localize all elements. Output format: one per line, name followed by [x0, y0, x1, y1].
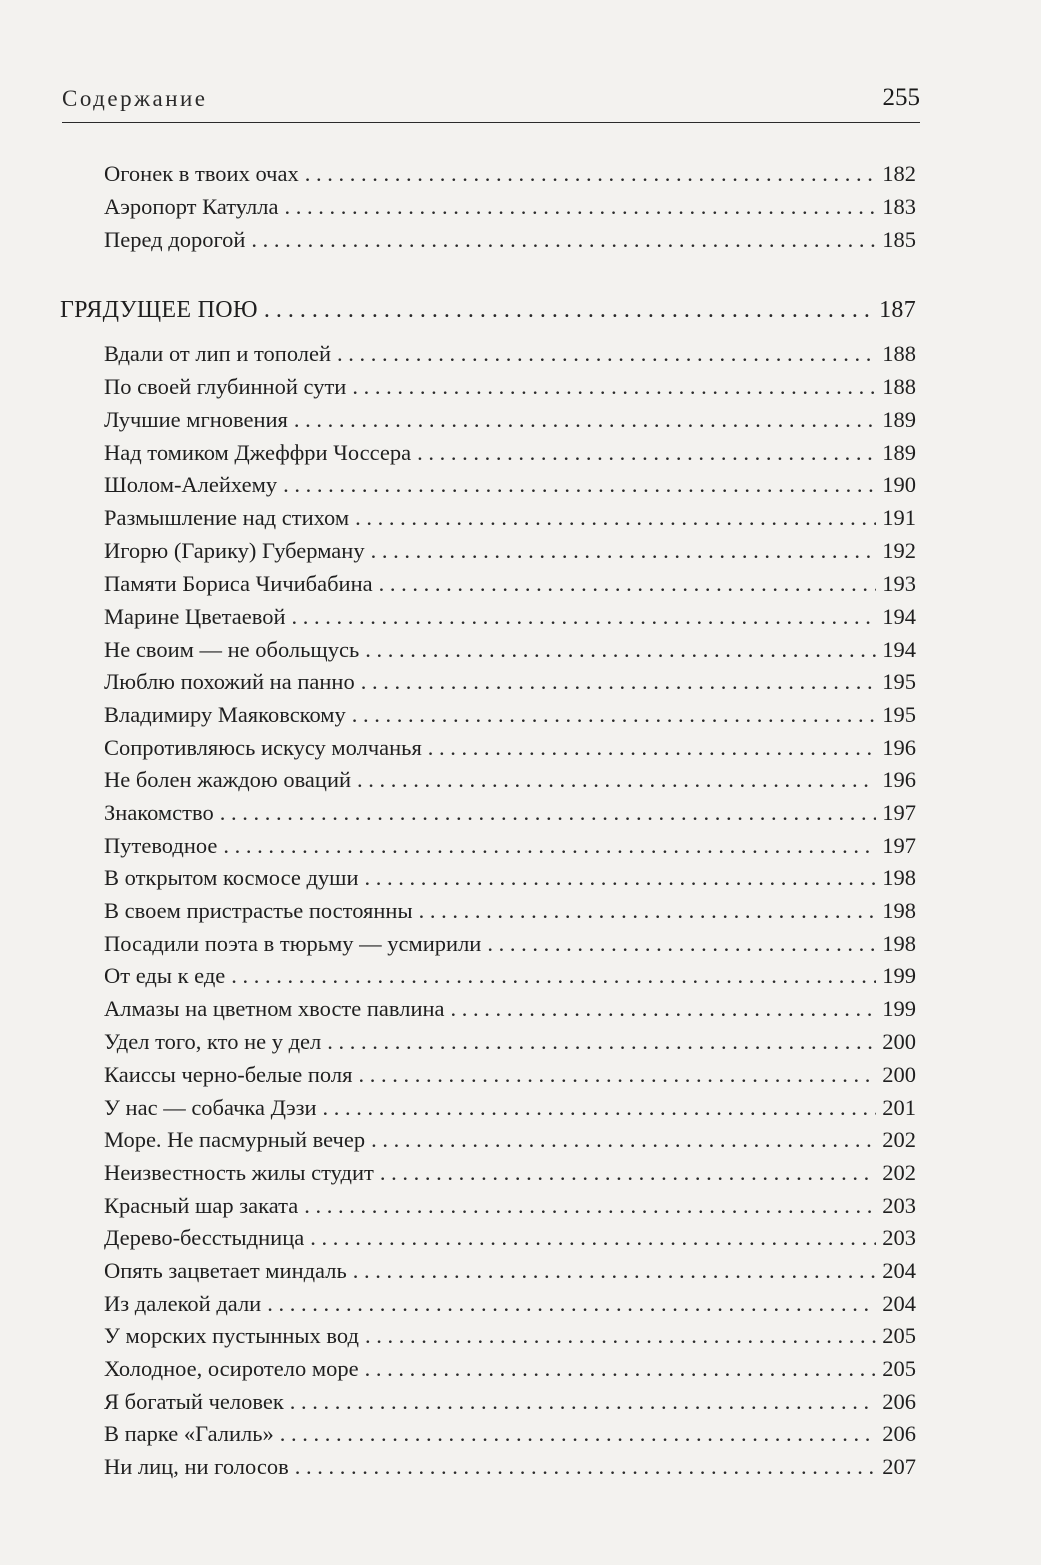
dot-leader [337, 338, 876, 370]
toc-entry [104, 1222, 916, 1254]
toc-entry [104, 960, 916, 992]
toc-entry-title: Владимиру Маяковскому [104, 702, 346, 727]
toc-entry-title: В открытом космосе души [104, 865, 359, 890]
toc-entry-title: Неизвестность жилы студит [104, 1160, 374, 1185]
dot-leader [283, 469, 876, 501]
toc-entry-page: 188 [882, 341, 916, 366]
dot-leader [352, 699, 876, 731]
dot-leader [355, 502, 876, 534]
dot-leader [251, 224, 876, 256]
toc-entry-page: 198 [882, 865, 916, 890]
dot-leader [361, 666, 877, 698]
toc-entry [104, 1026, 916, 1058]
toc-entry-title: Не болен жаждою оваций [104, 767, 352, 792]
toc-entry-page: 194 [882, 637, 916, 662]
toc-entry [104, 224, 916, 256]
toc-entry [104, 797, 916, 829]
toc-entry-title: Марине Цветаевой [104, 604, 286, 629]
toc-entry [104, 928, 916, 960]
toc-entry-title: ГРЯДУЩЕЕ ПОЮ [60, 297, 258, 323]
toc-entry-title: Красный шар заката [104, 1193, 299, 1218]
toc-entry-page: 191 [882, 505, 916, 530]
toc-entry [104, 191, 916, 223]
toc-entry-title: Ни лиц, ни голосов [104, 1454, 289, 1479]
toc-entry [104, 1059, 916, 1091]
dot-leader [231, 960, 876, 992]
toc-entry [104, 1288, 916, 1320]
toc-entry-page: 200 [882, 1029, 916, 1054]
dot-leader [365, 1320, 876, 1352]
dot-leader [327, 1026, 876, 1058]
toc-entry-page: 199 [882, 963, 916, 988]
dot-leader [371, 1124, 876, 1156]
dot-leader [451, 993, 877, 1025]
toc-entry-page: 197 [882, 800, 916, 825]
dot-leader [284, 191, 876, 223]
toc-entry [104, 1124, 916, 1156]
page-number: 255 [882, 84, 920, 111]
dot-leader [417, 437, 876, 469]
dot-leader [357, 764, 876, 796]
dot-leader [294, 404, 876, 436]
toc-entry-page: 201 [882, 1095, 916, 1120]
toc-entry-page: 190 [882, 472, 916, 497]
toc-entry-title: Люблю похожий на панно [104, 669, 355, 694]
toc-entry-page: 182 [882, 161, 916, 186]
dot-leader [428, 732, 876, 764]
toc-entry [104, 158, 916, 190]
dot-leader [353, 1255, 877, 1287]
toc-entry-page: 202 [882, 1127, 916, 1152]
toc-entry [104, 1353, 916, 1385]
dot-leader [295, 1451, 877, 1483]
toc-entry-page: 203 [882, 1193, 916, 1218]
dot-leader [267, 1288, 876, 1320]
toc-entry-page: 193 [882, 571, 916, 596]
toc-entry-page: 205 [882, 1356, 916, 1381]
toc-entry-title: Дерево-бесстыдница [104, 1225, 305, 1250]
dot-leader [290, 1386, 876, 1418]
toc-entry-title: У нас — собачка Дэзи [104, 1095, 317, 1120]
toc-section-heading [60, 294, 916, 326]
toc-entry [104, 338, 916, 370]
dot-leader [380, 1157, 876, 1189]
toc-entry-title: Аэропорт Катулла [104, 194, 279, 219]
toc-entry-page: 206 [882, 1389, 916, 1414]
toc-entry-page: 203 [882, 1225, 916, 1250]
toc-entry-page: 185 [882, 227, 916, 252]
toc-entry-page: 204 [882, 1291, 916, 1316]
toc-entry-page: 189 [882, 407, 916, 432]
toc-entry-page: 198 [882, 931, 916, 956]
toc-entry [104, 568, 916, 600]
toc-entry [104, 895, 916, 927]
dot-leader [365, 862, 877, 894]
toc-entry-title: Сопротивляюсь искусу молчанья [104, 735, 422, 760]
toc-entry-page: 197 [882, 833, 916, 858]
toc-entry [104, 1320, 916, 1352]
toc-entry-page: 205 [882, 1323, 916, 1348]
toc-entry-title: Лучшие мгновения [104, 407, 288, 432]
toc-entry [104, 601, 916, 633]
toc-entry-title: Памяти Бориса Чичибабина [104, 571, 373, 596]
dot-leader [358, 1059, 876, 1091]
running-header-title: Содержание [62, 86, 208, 111]
toc-entry [104, 469, 916, 501]
toc-entry-title: Размышление над стихом [104, 505, 350, 530]
dot-leader [305, 158, 877, 190]
toc-entry [104, 1190, 916, 1222]
toc-entry [104, 862, 916, 894]
dot-leader [220, 797, 877, 829]
toc-entry-title: Посадили поэта в тюрьму — усмирили [104, 931, 482, 956]
toc-entry-title: Удел того, кто не у дел [104, 1029, 322, 1054]
toc-entry-page: 187 [879, 297, 916, 323]
page-header [62, 82, 920, 123]
toc-entry [104, 1092, 916, 1124]
toc-entry-page: 206 [882, 1421, 916, 1446]
toc-entry-title: Вдали от лип и тополей [104, 341, 332, 366]
toc-entry-title: Шолом-Алейхему [104, 472, 278, 497]
toc-entry [104, 437, 916, 469]
toc-entry-page: 196 [882, 767, 916, 792]
toc-entry [104, 666, 916, 698]
dot-leader [379, 568, 877, 600]
toc-entry-page: 183 [882, 194, 916, 219]
toc-entry-page: 192 [882, 538, 916, 563]
toc-entry-title: Каиссы черно-белые поля [104, 1062, 353, 1087]
toc-entry-page: 202 [882, 1160, 916, 1185]
toc-entry-page: 188 [882, 374, 916, 399]
toc-entry-title: Я богатый человек [104, 1389, 284, 1414]
toc-entry-page: 200 [882, 1062, 916, 1087]
toc-entry-title: Из далекой дали [104, 1291, 262, 1316]
toc-entry [104, 371, 916, 403]
toc-entry-title: В парке «Галиль» [104, 1421, 274, 1446]
toc-entry-title: Алмазы на цветном хвосте павлина [104, 996, 445, 1021]
toc-entry [104, 732, 916, 764]
toc-entry-title: Знакомство [104, 800, 214, 825]
toc-entry-title: Огонек в твоих очах [104, 161, 299, 186]
toc-entry [104, 1255, 916, 1287]
toc-entry-page: 207 [882, 1454, 916, 1479]
toc-entry-title: Не своим — не обольщусь [104, 637, 360, 662]
toc-entry-title: Море. Не пасмурный вечер [104, 1127, 366, 1152]
toc-entry-title: Холодное, осиротело море [104, 1356, 359, 1381]
dot-leader [264, 294, 873, 326]
toc-entry-page: 195 [882, 702, 916, 727]
toc-entry [104, 634, 916, 666]
toc-entry-page: 196 [882, 735, 916, 760]
toc-entry-page: 199 [882, 996, 916, 1021]
toc-entry [104, 1157, 916, 1189]
dot-leader [487, 928, 876, 960]
dot-leader [304, 1190, 876, 1222]
toc-entry [104, 830, 916, 862]
toc-entry [104, 535, 916, 567]
dot-leader [365, 1353, 877, 1385]
toc-entry [104, 502, 916, 534]
toc-entry-page: 195 [882, 669, 916, 694]
toc-entry-title: Путеводное [104, 833, 218, 858]
toc-entry-page: 189 [882, 440, 916, 465]
toc-entry [104, 404, 916, 436]
toc-entry-title: По своей глубинной сути [104, 374, 347, 399]
toc-entry-title: В своем пристрастье постоянны [104, 898, 413, 923]
toc-entry-page: 194 [882, 604, 916, 629]
toc-entry [104, 1451, 916, 1483]
dot-leader [223, 830, 876, 862]
toc-entry-title: У морских пустынных вод [104, 1323, 359, 1348]
toc-entry-title: Опять зацветает миндаль [104, 1258, 347, 1283]
toc-entry [104, 699, 916, 731]
toc-entry-title: От еды к еде [104, 963, 226, 988]
dot-leader [371, 535, 877, 567]
toc-entry [104, 993, 916, 1025]
toc-entry [104, 1418, 916, 1450]
dot-leader [352, 371, 876, 403]
dot-leader [419, 895, 877, 927]
dot-leader [310, 1222, 876, 1254]
toc-entry-title: Перед дорогой [104, 227, 246, 252]
toc-entry [104, 764, 916, 796]
toc-entry-title: Над томиком Джеффри Чоссера [104, 440, 412, 465]
dot-leader [323, 1092, 877, 1124]
toc-entry-page: 204 [882, 1258, 916, 1283]
toc-entry [104, 1386, 916, 1418]
dot-leader [280, 1418, 876, 1450]
dot-leader [292, 601, 877, 633]
toc-entry-title: Игорю (Гарику) Губерману [104, 538, 365, 563]
dot-leader [365, 634, 876, 666]
toc-entry-page: 198 [882, 898, 916, 923]
